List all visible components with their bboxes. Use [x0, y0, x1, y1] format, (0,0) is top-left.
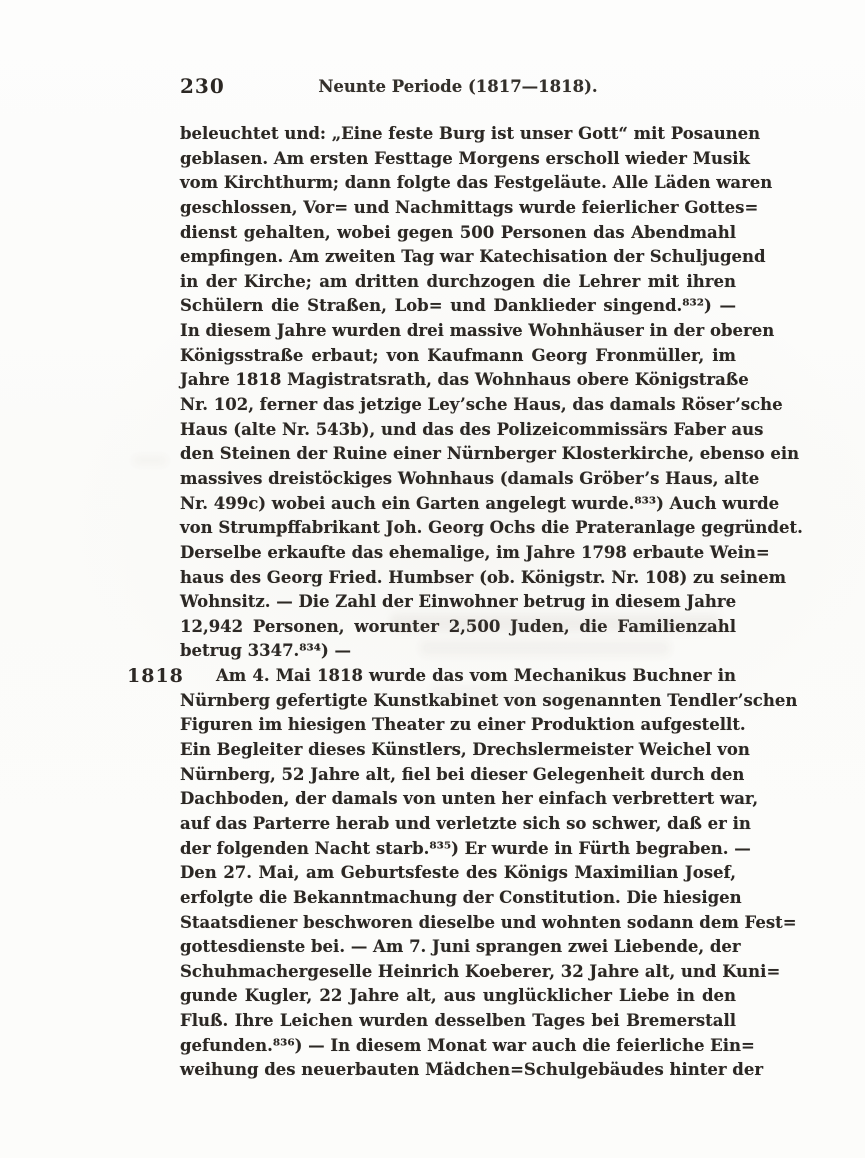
text-line: Dachboden, der damals von unten her einfach verbrettert war,	[180, 789, 759, 809]
margin-year-label: 1818	[127, 665, 184, 687]
paragraph-year-1818	[180, 664, 798, 1083]
text-line: Königsstraße erbaut; von Kaufmann Georg Fronmüller, im	[180, 345, 736, 365]
text-line: Derselbe erkaufte das ehemalige, im Jahre 1798 erbaute Wein=	[180, 542, 770, 562]
text-line: Nürnberg, 52 Jahre alt, fiel bei dieser Gelegenheit durch den	[180, 764, 745, 784]
text-line: Haus (alte Nr. 543b), und das des Polizeicommissärs Faber aus	[180, 419, 764, 439]
scan-bleedthrough-artifact	[133, 456, 167, 465]
text-line: vom Kirchthurm; dann folgte das Festgeläute. Alle Läden waren	[180, 173, 773, 193]
text-line: gottesdienste bei. — Am 7. Juni sprangen zwei Liebende, der	[180, 937, 741, 957]
text-line: dienst gehalten, wobei gegen 500 Personen das Abendmahl	[180, 222, 736, 242]
text-line: weihung des neuerbauten Mädchen=Schulgebäudes hinter der	[180, 1060, 764, 1080]
text-line: Staatsdiener beschworen dieselbe und wohnten sodann dem Fest=	[180, 912, 797, 932]
text-line: Schuhmachergeselle Heinrich Koeberer, 32 Jahre alt, und Kuni=	[180, 961, 781, 981]
text-line: Jahre 1818 Magistratsrath, das Wohnhaus obere Königstraße	[180, 370, 749, 390]
text-line: von Strumpffabrikant Joh. Georg Ochs die Prateranlage gegründet.	[180, 518, 803, 538]
text-line: beleuchtet und: „Eine feste Burg ist unser Gott“ mit Posaunen	[180, 124, 761, 143]
text-line: Nr. 499c) wobei auch ein Garten angelegt wurde.⁸³³) Auch wurde	[180, 493, 780, 513]
text-line: massives dreistöckiges Wohnhaus (damals Gröber’s Haus, alte	[180, 468, 760, 488]
text-line: Den 27. Mai, am Geburtsfeste des Königs Maximilian Josef,	[180, 863, 736, 883]
text-line: Figuren im hiesigen Theater zu einer Produktion aufgestellt.	[180, 715, 746, 735]
text-line: Nürnberg gefertigte Kunstkabinet von sogenannten Tendler’schen	[180, 690, 798, 710]
text-line: Ein Begleiter dieses Künstlers, Drechslermeister Weichel von	[180, 740, 750, 760]
text-line: betrug 3347.⁸³⁴) —	[180, 641, 352, 661]
text-line: auf das Parterre herab und verletzte sich so schwer, daß er in	[180, 813, 751, 833]
body-text-block	[180, 122, 803, 1083]
text-line: den Steinen der Ruine einer Nürnberger Klosterkirche, ebenso ein	[180, 444, 800, 464]
text-line: empfingen. Am zweiten Tag war Katechisation der Schuljugend	[180, 247, 766, 267]
paragraph-continuation-1817	[180, 122, 803, 664]
text-line: gunde Kugler, 22 Jahre alt, aus unglücklicher Liebe in den	[180, 986, 736, 1006]
text-line: Schülern die Straßen, Lob= und Danklieder singend.⁸³²) —	[180, 296, 736, 316]
text-line: Fluß. Ihre Leichen wurden desselben Tages bei Bremerstall	[180, 1011, 736, 1031]
text-line: haus des Georg Fried. Humbser (ob. Königstr. Nr. 108) zu seinem	[180, 567, 787, 587]
running-header: Neunte Periode (1817—1818).	[318, 77, 598, 96]
text-line: der folgenden Nacht starb.⁸³⁵) Er wurde in Fürth begraben. —	[180, 838, 751, 858]
text-line: geblasen. Am ersten Festtage Morgens erscholl wieder Musik	[180, 148, 750, 168]
text-line: In diesem Jahre wurden drei massive Wohnhäuser in der oberen	[180, 321, 775, 341]
text-line: erfolgte die Bekanntmachung der Constitution. Die hiesigen	[180, 887, 742, 907]
text-line: Wohnsitz. — Die Zahl der Einwohner betrug in diesem Jahre	[180, 592, 737, 612]
text-line: gefunden.⁸³⁶) — In diesem Monat war auch die feierliche Ein=	[180, 1035, 755, 1055]
text-line: Nr. 102, ferner das jetzige Ley’sche Haus, das damals Röser’sche	[180, 395, 783, 415]
text-line: Am 4. Mai 1818 wurde das vom Mechanikus Buchner in	[216, 666, 736, 686]
page-number: 230	[180, 74, 225, 98]
text-line: 12,942 Personen, worunter 2,500 Juden, die Familienzahl	[180, 616, 736, 636]
text-line: in der Kirche; am dritten durchzogen die Lehrer mit ihren	[180, 271, 736, 291]
text-line: geschlossen, Vor= und Nachmittags wurde feierlicher Gottes=	[180, 197, 759, 217]
